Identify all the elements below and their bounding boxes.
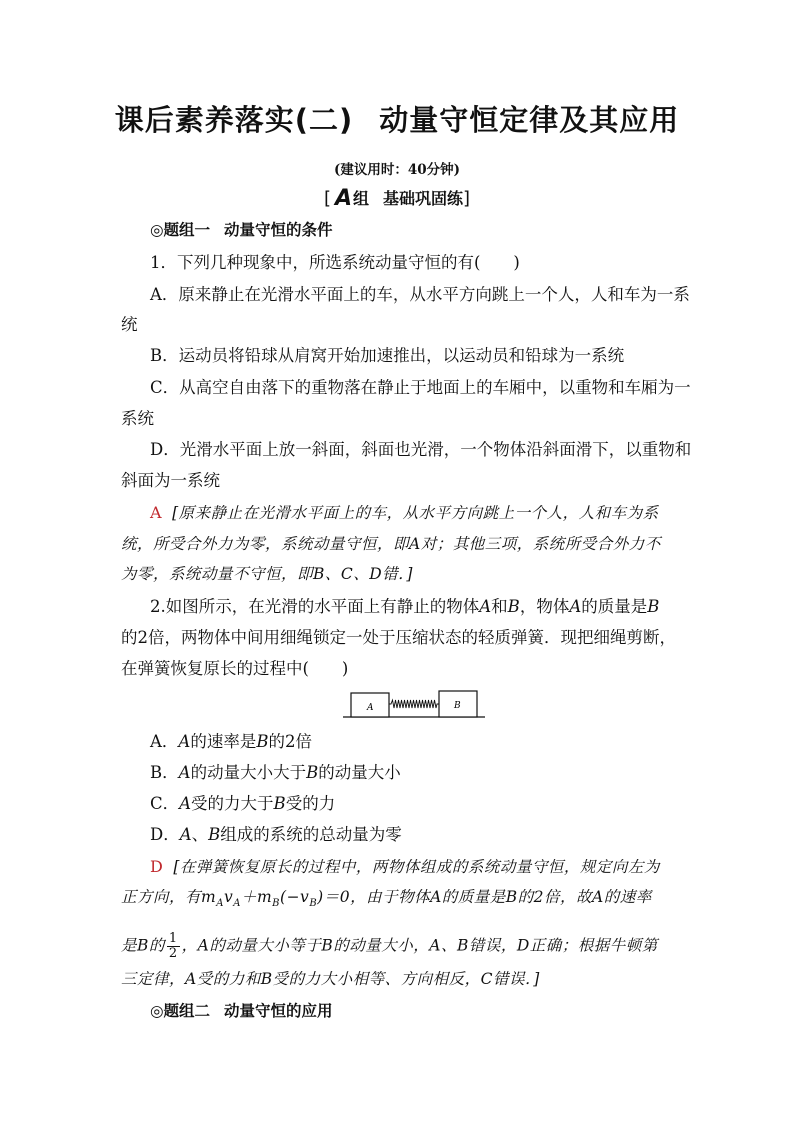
q1-option-a-cont: 统 (121, 315, 138, 334)
q1-answer-line-3: 为零，系统动量不守恒，即B、C、D错．] (121, 565, 413, 583)
q2-answer-letter: D (150, 857, 164, 876)
q1-option-a: A．原来静止在光滑水平面上的车，从水平方向跳上一个人，人和车为一系 (150, 285, 690, 304)
q1-answer-line-1: A [原来静止在光滑水平面上的车，从水平方向跳上一个人，人和车为系 (150, 503, 659, 522)
question-2-stem-cont: 的2倍，两物体中间用细绳锁定一处于压缩状态的轻质弹簧．现把细绳剪断， (121, 628, 676, 647)
section-heading-2: ◎题组二 动量守恒的应用 (150, 1002, 333, 1020)
question-2-stem-cont-2: 在弹簧恢复原长的过程中( ) (121, 659, 349, 678)
q1-answer-line-2: 统，所受合外力为零，系统动量守恒，即A对；其他三项，系统所受合外力不 (121, 535, 661, 553)
group-heading: [ A组 基础巩固练] (323, 186, 471, 211)
q1-option-c: C．从高空自由落下的重物落在静止于地面上的车厢中，以重物和车厢为一 (150, 378, 691, 397)
q2-option-d: D．A、B组成的系统的总动量为零 (150, 825, 402, 844)
q1-option-c-cont: 系统 (121, 409, 154, 428)
q2-answer-line-3: 是B的 $\frac{1}{2}$ ，A的动量大小等于B的动量大小，A、B错误，D正确；根据牛顿第 (121, 931, 658, 961)
group-letter: A (334, 186, 352, 211)
q1-answer-letter: A (150, 503, 163, 522)
block-b-label: B (454, 701, 461, 711)
momentum-equation: $m_Av_A+m_B(-v_B)=0$ (201, 888, 351, 910)
spring-blocks-figure (343, 688, 485, 720)
group-name: 基础巩固练 (383, 189, 464, 208)
fraction-one-half: $\frac{1}{2}$ (168, 931, 178, 961)
question-1-stem: 1．下列几种现象中，所选系统动量守恒的有( ) (150, 253, 520, 272)
title-right: 动量守恒定律及其应用 (379, 103, 680, 137)
page-title (0, 98, 794, 139)
q2-answer-line-1: D [在弹簧恢复原长的过程中，两物体组成的系统动量守恒，规定向左为 (150, 857, 660, 876)
q2-option-b: B．A的动量大小大于B的动量大小 (150, 763, 401, 782)
block-a-label: A (367, 703, 374, 713)
spring (389, 700, 439, 708)
time-note: (建议用时：40分钟) (333, 162, 461, 178)
q2-option-a: A．A的速率是B的2倍 (150, 732, 312, 751)
title-left: 课后素养落实(二) (114, 103, 354, 137)
q2-option-c: C．A受的力大于B受的力 (150, 794, 336, 813)
q1-option-b: B．运动员将铅球从肩窝开始加速推出，以运动员和铅球为一系统 (150, 346, 625, 365)
q2-answer-line-4: 三定律，A受的力和B受的力大小相等、方向相反，C错误．] (121, 970, 540, 988)
q1-option-d: D．光滑水平面上放一斜面，斜面也光滑，一个物体沿斜面滑下，以重物和 (150, 440, 692, 459)
section-heading-1: ◎题组一 动量守恒的条件 (150, 221, 333, 239)
q2-answer-line-2: 正方向，有$m_Av_A+m_B(-v_B)=0$，由于物体A的质量是B的2倍，故A的速率 (121, 888, 652, 910)
q1-option-d-cont: 斜面为一系统 (121, 471, 220, 490)
question-2-stem: 2.如图所示，在光滑的水平面上有静止的物体A和B，物体A的质量是B (150, 597, 660, 616)
